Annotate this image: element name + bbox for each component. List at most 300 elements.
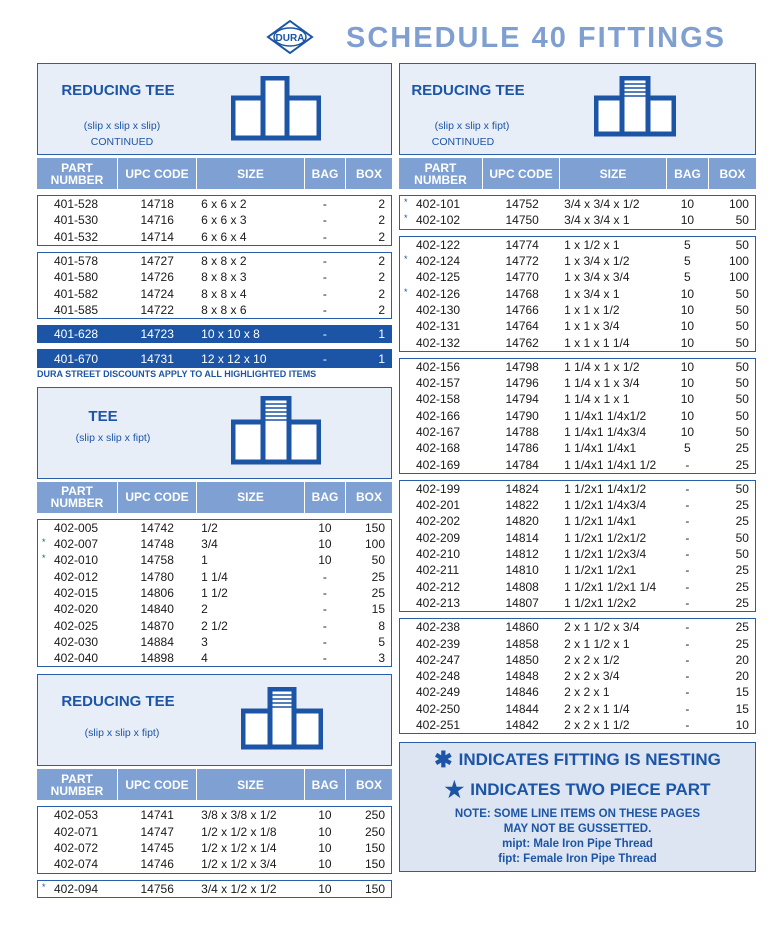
cell-box: 50 — [735, 547, 749, 562]
section-sub: (slip x slip x fipt) — [434, 120, 510, 132]
nesting-star-icon — [400, 441, 416, 455]
cell-part-wrap — [38, 635, 119, 649]
nesting-star-icon — [38, 213, 54, 227]
cell-upc: 14722 — [140, 302, 174, 317]
cell-size: 3/4 x 1/2 x 1/2 — [201, 881, 277, 896]
cell-box: 150 — [364, 841, 385, 856]
cell-box: 50 — [735, 481, 749, 496]
dura-logo — [266, 20, 314, 54]
cell-size: 1 x 3/4 x 1 — [564, 286, 620, 301]
cell-upc: 14788 — [505, 425, 539, 439]
table-row — [38, 229, 391, 245]
cell-size: 8 x 8 x 3 — [201, 270, 247, 285]
cell-upc: 14846 — [505, 685, 539, 700]
cell-part: 402-212 — [416, 579, 461, 594]
cell-upc: 14748 — [140, 537, 174, 552]
cell-bag: - — [322, 586, 327, 600]
col-part: PART NUMBER — [37, 769, 118, 800]
table-group — [399, 195, 756, 230]
cell-part-wrap — [38, 254, 119, 268]
cell-upc: 14840 — [140, 602, 174, 617]
cell-part-wrap — [400, 637, 483, 651]
cell-bag: - — [322, 197, 327, 212]
table-row — [400, 408, 755, 424]
cell-upc: 14786 — [505, 441, 539, 456]
cell-upc: 14774 — [505, 237, 539, 252]
section-sub: (slip x slip x slip) — [83, 120, 161, 132]
nesting-star-icon — [400, 303, 416, 317]
cell-upc: 14752 — [505, 197, 539, 212]
table-row — [38, 634, 391, 650]
cell-part: 402-166 — [416, 408, 461, 423]
table-row — [38, 601, 391, 617]
cell-part-wrap — [400, 685, 483, 699]
table-row — [400, 302, 755, 318]
cell-box: 50 — [735, 425, 749, 439]
cell-part: 402-158 — [416, 392, 461, 407]
cell-box: 50 — [371, 553, 385, 568]
cell-bag: 10 — [680, 286, 695, 301]
cell-size: 2 x 2 x 1 1/2 — [564, 718, 630, 733]
section-continued: CONTINUED — [90, 136, 154, 148]
cell-box: 50 — [735, 302, 749, 317]
col-box: BOX — [355, 490, 382, 505]
cell-box: 50 — [735, 335, 749, 350]
cell-part: 402-072 — [54, 841, 99, 856]
cell-upc: 14750 — [505, 213, 539, 228]
cell-bag: - — [685, 652, 690, 667]
table-row — [38, 253, 391, 269]
cell-bag: - — [685, 718, 690, 733]
legend-fipt: fipt: Female Iron Pipe Thread — [498, 853, 657, 866]
cell-part-wrap — [38, 270, 119, 284]
table-row — [38, 807, 391, 823]
cell-upc: 14716 — [140, 213, 174, 228]
cell-upc: 14768 — [505, 286, 539, 301]
nesting-star-icon — [38, 230, 54, 244]
nesting-star-icon — [400, 718, 416, 732]
cell-size: 1 1/2x1 1/4x3/4 — [564, 498, 647, 513]
cell-part: 402-010 — [54, 553, 99, 568]
nesting-star-icon — [38, 327, 54, 341]
cell-upc: 14758 — [140, 553, 174, 568]
cell-size: 12 x 12 x 10 — [201, 351, 267, 366]
cell-bag: - — [322, 618, 327, 633]
cell-part: 402-125 — [416, 270, 461, 285]
col-size: SIZE — [197, 158, 305, 189]
cell-upc: 14848 — [505, 669, 539, 684]
nesting-star-icon — [38, 254, 54, 268]
nesting-star-icon — [38, 586, 54, 600]
cell-part-wrap — [400, 514, 483, 528]
cell-box: 10 — [735, 718, 749, 733]
cell-box: 2 — [378, 270, 385, 285]
section-sub: (slip x slip x fipt) — [84, 727, 160, 740]
logo-text: DURA — [275, 33, 305, 44]
cell-size: 1 x 1 x 1/2 — [564, 302, 620, 317]
discount-note: DURA STREET DISCOUNTS APPLY TO ALL HIGHLIGHTED ITEMS — [37, 368, 317, 379]
cell-box: 150 — [364, 520, 385, 535]
table-row — [38, 650, 391, 666]
cell-part: 401-628 — [54, 327, 99, 342]
cell-upc: 14884 — [140, 634, 174, 649]
table-left-sec1 — [37, 195, 392, 368]
cell-part-wrap — [38, 230, 119, 244]
cell-bag: - — [322, 213, 327, 228]
nesting-star-icon — [38, 651, 54, 665]
nesting-star-icon: * — [404, 286, 408, 297]
cell-part-wrap — [400, 254, 483, 268]
nesting-star-icon — [38, 619, 54, 633]
cell-size: 1 x 1/2 x 1 — [564, 237, 620, 252]
nesting-star-icon — [38, 197, 54, 211]
nesting-star-icon — [400, 392, 416, 406]
col-part: PART NUMBER — [37, 158, 118, 189]
cell-upc: 14814 — [505, 530, 539, 545]
legend-two-piece — [400, 777, 755, 803]
highlighted-group — [37, 349, 392, 367]
cell-box: 2 — [378, 213, 385, 228]
cell-box: 25 — [735, 620, 749, 635]
cell-part: 402-210 — [416, 547, 461, 562]
cell-size: 1 1/2x1 1/4x1 — [564, 514, 637, 529]
cell-bag: - — [685, 514, 690, 529]
section-name: REDUCING TEE — [61, 82, 175, 99]
cell-size: 2 x 2 x 1 1/4 — [564, 701, 630, 716]
cell-bag: 10 — [680, 376, 695, 391]
nesting-star-icon — [400, 336, 416, 350]
cell-box: 2 — [378, 197, 385, 212]
cell-part: 402-007 — [54, 537, 99, 552]
cell-box: 25 — [371, 569, 385, 584]
cell-bag: 10 — [318, 857, 332, 872]
cell-size: 1/2 — [201, 520, 218, 535]
cell-part: 402-074 — [54, 857, 99, 872]
cell-size: 1 1/4 x 1 x 1/2 — [564, 359, 640, 374]
table-row — [400, 635, 755, 651]
cell-bag: 10 — [680, 302, 695, 317]
cell-box: 2 — [378, 229, 385, 244]
cell-size: 1 1/4x1 1/4x1/2 — [564, 408, 647, 423]
table-row — [400, 318, 755, 334]
cell-upc: 14723 — [140, 327, 174, 342]
cell-size: 2 x 2 x 1 — [564, 685, 610, 700]
cell-bag: - — [685, 595, 690, 610]
nesting-star-icon: * — [42, 881, 46, 892]
cell-part-wrap — [400, 238, 483, 252]
cell-bag: - — [322, 302, 327, 317]
cell-bag: 10 — [680, 392, 695, 407]
cell-part-wrap — [400, 287, 483, 301]
table-left-sec2 — [37, 519, 392, 668]
cell-part: 402-030 — [54, 634, 99, 649]
cell-size: 8 x 8 x 2 — [201, 254, 247, 269]
table-row — [400, 595, 755, 611]
table-row — [400, 546, 755, 562]
cell-upc: 14762 — [505, 335, 539, 350]
cell-box: 50 — [735, 286, 749, 301]
cell-bag: 5 — [684, 441, 691, 456]
cell-box: 250 — [364, 808, 385, 823]
section-continued: CONTINUED — [431, 136, 495, 148]
nesting-star-icon: * — [42, 537, 46, 548]
nesting-star-icon — [400, 669, 416, 683]
nesting-star-icon — [38, 521, 54, 535]
star-icon: ✱ — [434, 747, 453, 773]
cell-size: 1 1/2x1 1/2x1/2 — [564, 530, 647, 545]
cell-part-wrap — [400, 213, 483, 227]
cell-bag: - — [685, 685, 690, 700]
cell-part: 402-094 — [54, 881, 99, 896]
table-row — [400, 684, 755, 700]
col-box: BOX — [719, 166, 746, 181]
nesting-star-icon — [400, 685, 416, 699]
cell-upc: 14718 — [140, 197, 174, 212]
cell-size: 1 x 3/4 x 1/2 — [564, 254, 630, 269]
table-row — [400, 513, 755, 529]
cell-part: 402-238 — [416, 620, 461, 635]
cell-part-wrap — [400, 669, 483, 683]
section-name: REDUCING TEE — [61, 693, 175, 711]
cell-bag: - — [322, 602, 327, 617]
cell-size: 6 x 6 x 4 — [201, 229, 247, 244]
legend-note-1: NOTE: SOME LINE ITEMS ON THESE PAGES — [454, 808, 701, 821]
cell-bag: - — [322, 634, 327, 649]
col-bag: BAG — [305, 158, 346, 189]
cell-part-wrap — [400, 498, 483, 512]
table-right-sec1 — [399, 195, 756, 734]
table-row — [38, 536, 391, 552]
cell-bag: - — [322, 286, 327, 301]
legend-nesting-text: INDICATES FITTING IS NESTING — [458, 750, 721, 770]
nesting-star-icon — [38, 825, 54, 839]
cell-box: 50 — [735, 213, 749, 228]
col-upc: UPC CODE — [483, 158, 560, 189]
table-row — [38, 326, 391, 342]
cell-upc: 14742 — [140, 520, 174, 535]
table-row — [400, 579, 755, 595]
cell-box: 50 — [735, 237, 749, 252]
cell-size: 1/2 x 1/2 x 1/8 — [201, 824, 277, 839]
cell-part-wrap — [38, 521, 119, 535]
cell-part-wrap — [38, 808, 119, 822]
cell-upc: 14822 — [505, 498, 539, 513]
table-group — [37, 880, 392, 898]
cell-upc: 14747 — [140, 824, 174, 839]
cell-part: 402-239 — [416, 636, 461, 651]
right-column — [399, 63, 756, 872]
nesting-star-icon — [38, 570, 54, 584]
nesting-star-icon — [400, 425, 416, 439]
column-headers — [37, 769, 392, 800]
cell-box: 100 — [728, 254, 749, 269]
cell-box: 2 — [378, 302, 385, 317]
cell-upc: 14808 — [505, 579, 539, 594]
nesting-star-icon — [400, 498, 416, 512]
cell-bag: 10 — [318, 881, 332, 896]
nesting-star-icon — [400, 482, 416, 496]
nesting-star-icon — [38, 808, 54, 822]
table-row — [400, 619, 755, 635]
cell-part: 402-199 — [416, 481, 461, 496]
cell-part-wrap — [400, 319, 483, 333]
cell-part-wrap — [38, 651, 119, 665]
table-row — [38, 617, 391, 633]
cell-size: 1 1/4 — [201, 569, 228, 584]
nesting-star-icon: * — [404, 197, 408, 208]
cell-upc: 14766 — [505, 302, 539, 317]
cell-bag: - — [685, 481, 690, 496]
cell-upc: 14741 — [140, 808, 174, 823]
cell-size: 1/2 x 1/2 x 3/4 — [201, 857, 277, 872]
col-bag: BAG — [667, 158, 709, 189]
legend-nesting — [400, 747, 755, 773]
cell-part-wrap — [400, 547, 483, 561]
nesting-star-icon — [400, 637, 416, 651]
table-group — [399, 618, 756, 734]
nesting-star-icon — [400, 547, 416, 561]
cell-upc: 14727 — [140, 254, 174, 269]
cell-part-wrap — [400, 360, 483, 374]
cell-part-wrap — [38, 619, 119, 633]
cell-part-wrap — [38, 825, 119, 839]
cell-part-wrap — [400, 303, 483, 317]
cell-part: 402-025 — [54, 618, 99, 633]
cell-part-wrap — [400, 197, 483, 211]
cell-size: 3/4 x 3/4 x 1/2 — [564, 197, 640, 212]
cell-upc: 14812 — [505, 547, 539, 562]
cell-part-wrap — [400, 531, 483, 545]
cell-box: 20 — [735, 669, 749, 684]
cell-upc: 14731 — [140, 351, 174, 366]
cell-size: 2 x 1 1/2 x 1 — [564, 636, 630, 651]
cell-upc: 14790 — [505, 408, 539, 423]
cell-bag: 10 — [680, 335, 695, 350]
nesting-star-icon: * — [404, 213, 408, 224]
cell-upc: 14724 — [140, 286, 174, 301]
cell-size: 1 1/2x1 1/4x1/2 — [564, 481, 647, 496]
cell-size: 1 1/2x1 1/2x1 1/4 — [564, 579, 657, 594]
cell-part: 402-209 — [416, 530, 461, 545]
table-row — [400, 375, 755, 391]
cell-bag: - — [322, 327, 327, 342]
cell-bag: 10 — [318, 808, 332, 823]
table-row — [400, 717, 755, 733]
col-bag: BAG — [305, 769, 346, 800]
cell-size: 8 x 8 x 4 — [201, 286, 247, 301]
cell-upc: 14756 — [140, 881, 174, 896]
cell-part-wrap — [400, 702, 483, 716]
nesting-star-icon — [400, 319, 416, 333]
nesting-star-icon — [400, 270, 416, 284]
table-row — [400, 456, 755, 472]
cell-bag: 10 — [680, 197, 695, 212]
cell-box: 25 — [735, 563, 749, 578]
nesting-star-icon — [400, 360, 416, 374]
cell-bag: - — [322, 270, 327, 285]
cell-upc: 14798 — [505, 359, 539, 374]
col-size: SIZE — [197, 769, 305, 800]
cell-part-wrap — [38, 213, 119, 227]
table-row — [38, 285, 391, 301]
table-row — [400, 334, 755, 350]
cell-part: 402-202 — [416, 514, 461, 529]
cell-bag: - — [685, 669, 690, 684]
cell-upc: 14780 — [140, 569, 174, 584]
table-row — [38, 269, 391, 285]
cell-size: 2 x 2 x 1/2 — [564, 652, 620, 667]
cell-bag: 10 — [318, 520, 332, 535]
cell-part-wrap — [38, 327, 119, 341]
cell-part: 402-213 — [416, 595, 461, 610]
cell-part: 402-020 — [54, 602, 99, 617]
cell-bag: - — [685, 498, 690, 513]
cell-part: 401-580 — [54, 270, 99, 285]
cell-box: 8 — [378, 618, 385, 633]
cell-part: 402-167 — [416, 425, 461, 439]
table-row — [38, 585, 391, 601]
cell-upc: 14844 — [505, 701, 539, 716]
cell-upc: 14824 — [505, 481, 539, 496]
table-row — [400, 285, 755, 301]
cell-upc: 14807 — [505, 595, 539, 610]
table-row — [38, 552, 391, 568]
cell-part-wrap — [38, 553, 119, 567]
cell-box: 25 — [735, 498, 749, 513]
cell-bag: 10 — [318, 537, 332, 552]
cell-upc: 14764 — [505, 319, 539, 334]
cell-part: 402-201 — [416, 498, 461, 513]
cell-bag: 10 — [680, 408, 695, 423]
cell-bag: 10 — [318, 553, 332, 568]
cell-part: 402-071 — [54, 824, 99, 839]
table-row — [38, 569, 391, 585]
cell-part: 402-015 — [54, 586, 99, 600]
table-row — [400, 497, 755, 513]
cell-part: 402-101 — [416, 197, 461, 212]
cell-upc: 14714 — [140, 229, 174, 244]
cell-box: 50 — [735, 530, 749, 545]
nesting-star-icon — [400, 653, 416, 667]
cell-box: 25 — [735, 514, 749, 529]
cell-bag: 5 — [684, 270, 691, 285]
cell-upc: 14842 — [505, 718, 539, 733]
section-name: TEE — [88, 407, 118, 425]
cell-part-wrap — [400, 409, 483, 423]
cell-part: 401-585 — [54, 302, 99, 317]
cell-part-wrap — [400, 336, 483, 350]
table-group — [399, 358, 756, 474]
column-headers — [399, 158, 756, 189]
cell-part-wrap — [400, 441, 483, 455]
cell-bag: - — [322, 569, 327, 584]
cell-size: 1 x 1 x 1 1/4 — [564, 335, 630, 350]
cell-part: 402-168 — [416, 441, 461, 456]
tee-fitting-icon — [231, 76, 321, 142]
col-part: PART NUMBER — [399, 158, 483, 189]
nesting-star-icon — [400, 580, 416, 594]
cell-box: 15 — [735, 685, 749, 700]
col-upc: UPC CODE — [118, 482, 197, 513]
cell-part-wrap — [38, 303, 119, 317]
cell-box: 2 — [378, 286, 385, 301]
section-header-tee — [37, 387, 392, 479]
reducing-tee-fipt-icon — [594, 76, 676, 138]
cell-part-wrap — [38, 602, 119, 616]
table-left-sec3 — [37, 806, 392, 897]
cell-part-wrap — [400, 620, 483, 634]
cell-part: 402-250 — [416, 701, 461, 716]
